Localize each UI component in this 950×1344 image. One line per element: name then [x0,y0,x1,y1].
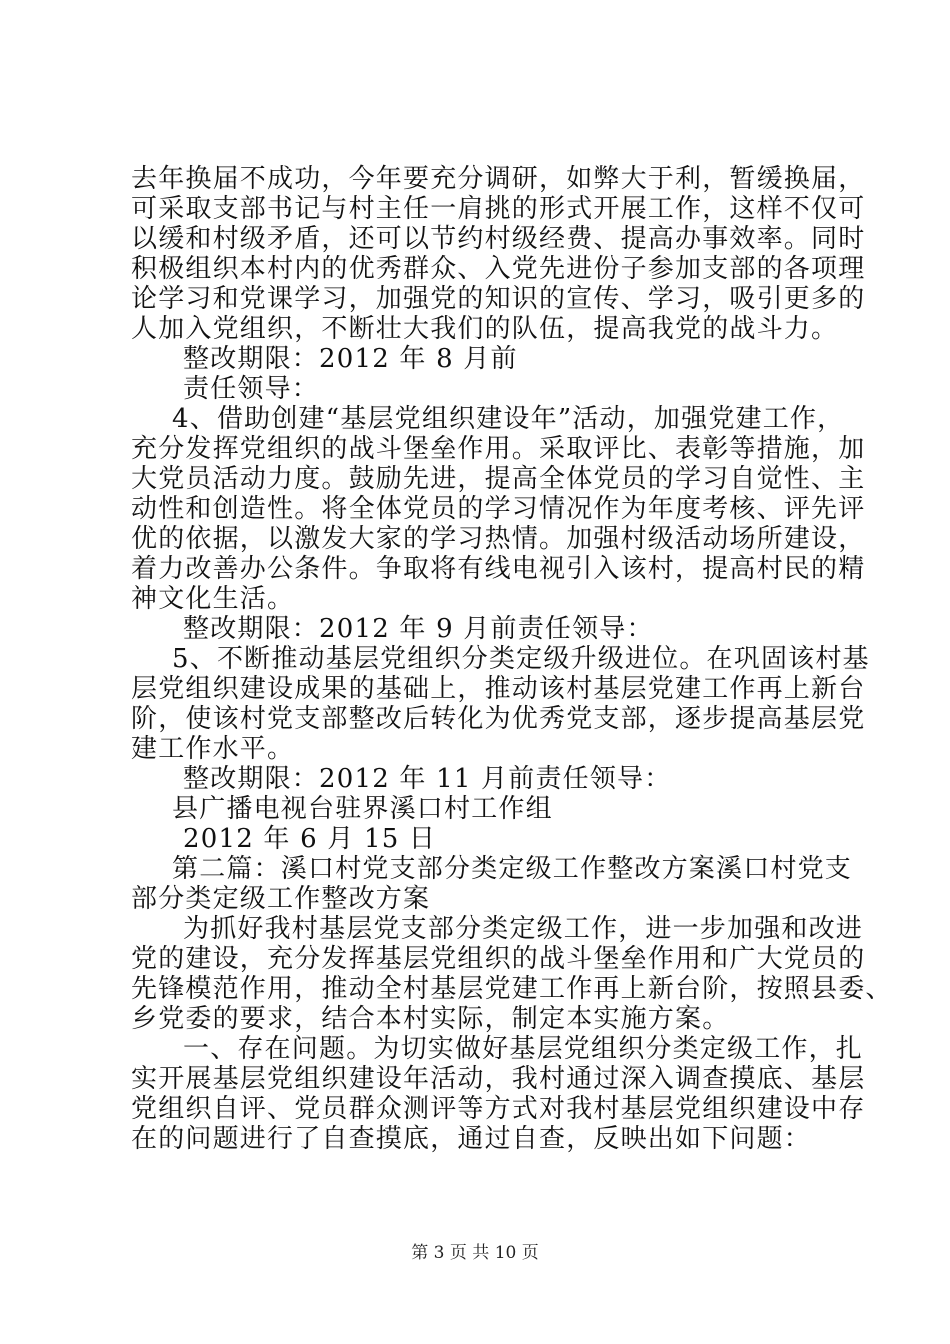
text-line: 党组织自评、党员群众测评等方式对我村基层党组织建设中存 [131,1094,866,1124]
page-footer: 第 3 页 共 10 页 [411,1243,539,1263]
text-line: 以缓和村级矛盾，还可以节约村级经费、提高办事效率。同时 [131,224,866,254]
text-line: 动性和创造性。将全体党员的学习情况作为年度考核、评先评 [131,494,866,524]
text-line: 人加入党组织，不断壮大我们的队伍，提高我党的战斗力。 [131,314,839,344]
text-line: 充分发挥党组织的战斗堡垒作用。采取评比、表彰等措施，加 [131,434,866,464]
text-line: 整改期限：2012 年 9 月前责任领导： [183,614,654,644]
text-line: 建工作水平。 [131,734,295,764]
text-line: 整改期限：2012 年 8 月前 [183,344,518,374]
text-line: 县广播电视台驻界溪口村工作组 [172,794,553,824]
text-line: 乡党委的要求，结合本村实际，制定本实施方案。 [131,1004,730,1034]
text-line: 2012 年 6 月 15 日 [183,824,437,854]
text-line: 积极组织本村内的优秀群众、入党先进份子参加支部的各项理 [131,254,866,284]
text-line: 5、不断推动基层党组织分类定级升级进位。在巩固该村基 [172,644,870,674]
text-line: 第二篇：溪口村党支部分类定级工作整改方案溪口村党支 [172,854,853,884]
text-line: 去年换届不成功，今年要充分调研，如弊大于利，暂缓换届， [131,164,866,194]
text-line: 实开展基层党组织建设年活动，我村通过深入调查摸底、基层 [131,1064,866,1094]
text-line: 神文化生活。 [131,584,295,614]
text-line: 阶，使该村党支部整改后转化为优秀党支部，逐步提高基层党 [131,704,866,734]
text-line: 论学习和党课学习，加强党的知识的宣传、学习，吸引更多的 [131,284,866,314]
text-line: 着力改善办公条件。争取将有线电视引入该村，提高村民的精 [131,554,866,584]
text-line: 一、存在问题。为切实做好基层党组织分类定级工作，扎 [183,1034,864,1064]
text-line: 大党员活动力度。鼓励先进，提高全体党员的学习自觉性、主 [131,464,866,494]
text-line: 整改期限：2012 年 11 月前责任领导： [183,764,672,794]
text-line: 责任领导： [183,374,320,404]
document-body [131,164,893,1154]
text-line: 部分类定级工作整改方案 [131,884,431,914]
text-line: 4、借助创建“基层党组织建设年”活动，加强党建工作， [172,404,845,434]
text-line: 为抓好我村基层党支部分类定级工作，进一步加强和改进 [183,914,864,944]
text-line: 在的问题进行了自查摸底，通过自查，反映出如下问题： [131,1124,812,1154]
text-line: 党的建设，充分发挥基层党组织的战斗堡垒作用和广大党员的 [131,944,866,974]
text-line: 层党组织建设成果的基础上，推动该村基层党建工作再上新台 [131,674,866,704]
text-line: 先锋模范作用，推动全村基层党建工作再上新台阶，按照县委、 [131,974,893,1004]
text-line: 优的依据，以激发大家的学习热情。加强村级活动场所建设， [131,524,866,554]
text-line: 可采取支部书记与村主任一肩挑的形式开展工作，这样不仅可 [131,194,866,224]
